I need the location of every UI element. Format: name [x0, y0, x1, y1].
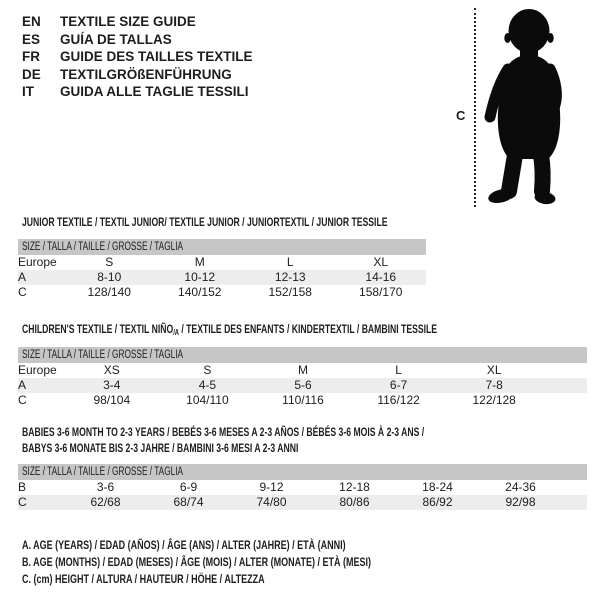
age-cell: 18-24 [422, 480, 453, 494]
table-row [18, 495, 587, 510]
language-code: FR [22, 49, 40, 65]
size-cell: L [395, 363, 402, 377]
age-cell: 14-16 [365, 270, 397, 284]
age-cell: 3-4 [103, 378, 121, 392]
height-cell: 62/68 [90, 495, 121, 509]
language-row-en [22, 13, 253, 31]
size-cell: XS [103, 363, 120, 377]
legend-notes [22, 537, 487, 587]
row-label: Europe [18, 255, 57, 269]
height-cell: 110/116 [282, 393, 324, 407]
table-row [18, 393, 587, 408]
age-cell: 8-10 [97, 270, 122, 284]
row-label: C [18, 393, 27, 407]
table-row [18, 378, 587, 393]
language-list [22, 13, 253, 101]
language-row-de [22, 66, 253, 84]
language-title: GUIDA ALLE TAGLIE TESSILI [60, 84, 249, 100]
language-title: GUÍA DE TALLAS [60, 31, 172, 47]
row-label: C [18, 495, 27, 509]
height-marker-label: C [456, 108, 466, 123]
language-title: TEXTILGRÖßENFÜHRUNG [60, 66, 232, 82]
table-row [18, 270, 426, 285]
size-header-label: SIZE / TALLA / TAILLE / GRÖSSE / TAGLIA [22, 349, 184, 361]
language-code: EN [22, 14, 41, 29]
language-title: TEXTILE SIZE GUIDE [60, 14, 196, 29]
legend-note-c: C. (cm) HEIGHT / ALTURA / HAUTEUR / HÖHE / ALTEZZA [22, 571, 265, 586]
size-header-bar [18, 239, 426, 255]
size-cell: XL [373, 255, 389, 269]
toddler-silhouette-icon [484, 5, 574, 208]
age-cell: 3-6 [96, 480, 115, 494]
height-cell: 98/104 [93, 393, 131, 407]
height-cell: 122/128 [472, 393, 516, 407]
size-cell: M [194, 255, 205, 269]
height-dotted-line [474, 8, 476, 207]
age-cell: 5-6 [294, 378, 312, 392]
row-label: A [18, 270, 27, 284]
age-cell: 6-9 [179, 480, 198, 494]
language-row-it [22, 83, 253, 101]
row-label: B [18, 480, 27, 494]
size-header-bar [18, 347, 587, 363]
language-title: GUIDE DES TAILLES TEXTILE [60, 49, 253, 65]
language-row-es [22, 31, 253, 49]
height-cell: 92/98 [505, 495, 536, 509]
table-row [18, 363, 587, 378]
height-cell: 158/170 [359, 285, 403, 299]
junior-size-table [18, 239, 426, 300]
size-cell: S [203, 363, 212, 377]
size-cell: L [286, 255, 294, 269]
table-row [18, 285, 426, 300]
junior-table-title: JUNIOR TEXTILE / TEXTIL JUNIOR/ TEXTILE JUNIOR / JUNIORTEXTIL / JUNIOR TESSILE [22, 215, 388, 229]
subscript-a: /A [173, 328, 179, 337]
height-cell: 80/86 [339, 495, 370, 509]
height-cell: 128/140 [87, 285, 131, 299]
row-label: C [18, 285, 27, 299]
table-row [18, 255, 426, 270]
babies-table-title: BABIES 3-6 MONTH TO 2-3 YEARS / BEBÉS 3-6 MESES A 2-3 AÑOS / BÉBÉS 3-6 MOIS À 2-3 ANS / BABYS 3-6 MONATE BIS 2-3 JAHRE / BAMBINI 3-6 MESI A 2-3 ANNI [22, 425, 425, 455]
babies-size-table [18, 464, 587, 510]
size-header-label: SIZE / TALLA / TAILLE / GRÖSSE / TAGLIA [22, 466, 184, 478]
language-code: DE [22, 66, 41, 82]
height-cell: 152/158 [268, 285, 312, 299]
table-row [18, 480, 587, 495]
size-header-label: SIZE / TALLA / TAILLE / GRÖSSE / TAGLIA [22, 241, 184, 253]
size-header-bar [18, 464, 587, 480]
age-cell: 9-12 [259, 480, 284, 494]
height-cell: 68/74 [173, 495, 204, 509]
age-cell: 10-12 [184, 270, 216, 284]
height-cell: 74/80 [256, 495, 287, 509]
children-size-table [18, 347, 587, 408]
language-code: IT [22, 84, 34, 100]
height-cell: 104/110 [186, 393, 229, 407]
legend-note-a: A. AGE (YEARS) / EDAD (AÑOS) / ÂGE (ANS) / ALTER (JAHRE) / ETÀ (ANNI) [22, 538, 346, 552]
children-table-title: CHILDREN'S TEXTILE / TEXTIL $NIÑO_{/A}$ / TEXTILE DES ENFANTS / KINDERTEXTIL / BAMBINI TESSILE [22, 322, 438, 337]
age-cell: 24-36 [505, 480, 536, 494]
height-cell: 116/122 [377, 393, 420, 407]
size-cell: S [105, 255, 114, 269]
language-row-fr [22, 48, 253, 66]
language-code: ES [22, 31, 41, 47]
row-label: A [18, 378, 27, 392]
size-cell: XL [486, 363, 502, 377]
age-cell: 12-13 [274, 270, 306, 284]
age-cell: 12-18 [339, 480, 370, 494]
row-label: Europe [18, 363, 57, 377]
height-cell: 86/92 [422, 495, 453, 509]
legend-note-b: B. AGE (MONTHS) / EDAD (MESES) / ÂGE (MOIS) / ALTER (MONATE) / ETÀ (MESI) [22, 554, 371, 569]
size-cell: M [297, 363, 308, 377]
age-cell: 4-5 [198, 378, 217, 392]
age-cell: 7-8 [485, 378, 503, 392]
height-cell: 140/152 [178, 285, 222, 299]
age-cell: 6-7 [389, 378, 408, 392]
